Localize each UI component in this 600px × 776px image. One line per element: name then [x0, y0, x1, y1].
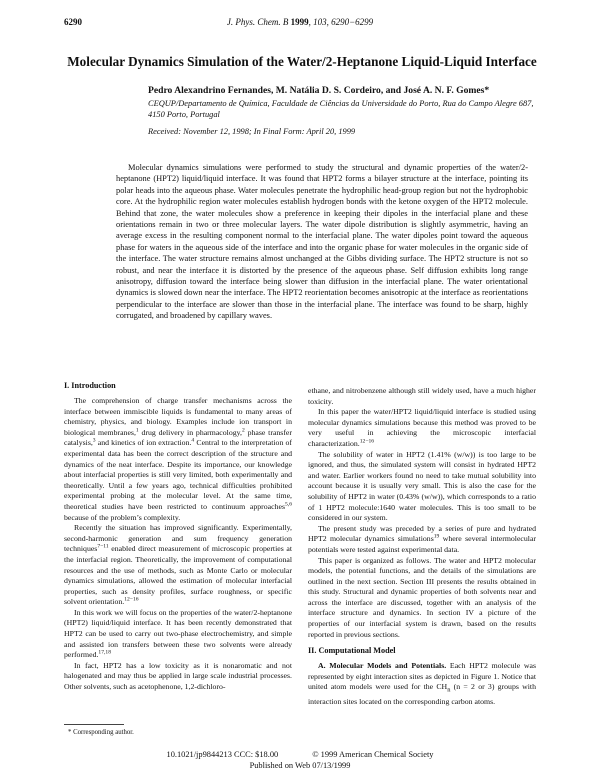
- citation: 3: [92, 437, 96, 444]
- publication-footer: [0, 749, 600, 771]
- article-title: Molecular Dynamics Simulation of the Water/2-Heptanone Liquid-Liquid Interface: [67, 54, 537, 69]
- citation: 7−11: [97, 543, 109, 550]
- journal-pages: 6290−6299: [331, 17, 374, 27]
- intro-paragraph-7: The present study was preceded by a series of pure and hydrated HPT2 molecular dynamics simulations$^{19}$ where several intermolecular potentials were tested against experimental data.: [308, 523, 537, 554]
- subscript: n: [447, 686, 451, 694]
- corresponding-author-footnote: * Corresponding author.: [68, 729, 134, 736]
- footnote-rule: [64, 724, 124, 725]
- journal-year: 1999: [290, 17, 309, 27]
- section-heading-computational-model: II. Computational Model: [308, 646, 396, 656]
- affiliation: CEQUP/Departamento de Química, Faculdade de Ciências da Universidade do Porto, Rua do Campo Alegre 687, 4150 Porto, Portugal: [148, 99, 534, 119]
- intro-paragraph-1: The comprehension of charge transfer mechanisms across the interface between immiscible liquids is fundamental to many areas of chemistry, physics, and biology. Examples include ion transport in biological membranes,$^1$ drug delivery in pharmacology,$^2$ phase transfer catalysis,$^3$ and kinetics of ion extraction.$^4$ Central to the interpretation of experimental data has been the correct description of the structure and dynamics of the neat interface. Despite its importance, our knowledge about interfacial properties is still very limited, both experimentally and theoretically. Until a few years ago, technical difficulties prohibited experimental probing at the molecular level. At the same time, theoretical studies have been restricted to continuum approaches$^{5,6}$ because of the problem’s complexity.: [64, 396, 292, 522]
- received-dates: Received: November 12, 1998; In Final Form: April 20, 1999: [148, 127, 356, 136]
- citation: 4: [191, 437, 195, 444]
- author-list: Pedro Alexandrino Fernandes, M. Natália D. S. Cordeiro, and José A. N. F. Gomes*: [148, 85, 490, 96]
- citation: 19: [433, 533, 440, 540]
- citation: 5,6: [285, 501, 292, 508]
- intro-paragraph-4: In fact, HPT2 has a low toxicity as it is nonaromatic and not halogenated and may thus be applied in large scale industrial processes. Other solvents, such as acetophenone, 1,2-dichloro-: [64, 660, 292, 692]
- journal-name: J. Phys. Chem. B: [226, 17, 289, 27]
- left-column: [64, 380, 292, 693]
- intro-paragraph-8: This paper is organized as follows. The water and HPT2 molecular models, the potential functions, and the details of the simulations are outlined in the next section. Section III presents the results obtained in this study. Structural and dynamic properties of both solvents near and across the interface are discussed, together with an analysis of the interface structure and dynamics. In section IV a picture of the properties of our interfacial system is drawn, based on the results reported in previous sections.: [308, 555, 536, 639]
- intro-paragraph-3: In this work we will focus on the properties of the water/2-heptanone (HPT2) liquid/liquid interface. It has been recently demonstrated that HPT2 can be used to carry out two-phase electrochemistry, and simple and assisted ion transfers between these two solvents were already performed.$^{17,18}$: [64, 607, 292, 660]
- page-number: 6290: [64, 17, 82, 27]
- journal-volume: 103: [313, 17, 327, 27]
- intro-paragraph-6: The solubility of water in HPT2 (1.41% (w/w)) is too large to be ignored, and thus, the simulated system will consist in hydrated HPT2 and water. Earlier workers found no need to take mutual solubility into account because it is usually very small. This is also the case for the solubility of HPT2 in water (0.43% (w/w)), which corresponds to a ratio of 1 HPT2 molecule:1640 water molecules. This is too small to be considered in our system.: [308, 449, 536, 523]
- copyright: © 1999 American Chemical Society: [312, 750, 434, 759]
- abstract: Molecular dynamics simulations were performed to study the structural and dynamic properties of the water/2-heptanone (HPT2) liquid/liquid interface. It was found that HPT2 forms a bilayer structure at the interface, pointing its polar heads into the aqueous phase. Water molecules penetrate the hydrophilic head-group region but not the hydrophobic core. At the hydrophilic region water molecules establish hydrogen bonds with the ketone oxygen of the HPT2 molecule. Behind that zone, the water molecules show a preference in keeping their dipoles in the interfacial plane and these orientations remain in two or three molecular layers. The water dipole distribution is slightly asymmetric, having an average excess in the resulting component normal to the interfacial plane. The water dipoles point toward the aqueous phase for waters in the aqueous side of the interface and into the organic phase for water molecules in the organic side of the interface. The water structure remains almost unchanged at the Gibbs dividing surface. The HPT2 structure is not so robust, and near the interface it is distorted by the presence of the aqueous phase. Self diffusion exhibits long range anisotropy, diffusion toward the interface being slower than diffusion in the interfacial plane. The water orientational dynamics is slowed down near the interface. The HPT2 reorientation becomes anisotropic at the interface as reorientations perpendicular to the interface are slower than those in the interfacial plane. The interface was found to be sharp, highly corrugated, and broadened by capillary waves.: [116, 163, 528, 321]
- running-header: [64, 15, 536, 29]
- citation: 2: [241, 427, 245, 434]
- published-date: Published on Web 07/13/1999: [249, 761, 351, 770]
- methods-paragraph-1: A. Molecular Models and Potentials. Each HPT2 molecule was represented by eight interaction sites as depicted in Figure 1. Notice that united atom models were used for the $CH_n$ (n = 2 or 3) groups with interaction sites located on the corresponding carbon atoms.: [308, 661, 536, 706]
- subsection-heading: A. Molecular Models and Potentials.: [318, 661, 447, 671]
- citation: 12−16: [124, 596, 139, 603]
- intro-paragraph-4-continued: ethane, and nitrobenzene although still widely used, have a much higher toxicity.: [308, 386, 536, 406]
- section-heading-introduction: I. Introduction: [64, 381, 116, 390]
- right-column: [308, 386, 536, 707]
- journal-reference: J. Phys. Chem. B 1999, 103, 6290−6299: [226, 17, 374, 27]
- citation: 17,18: [98, 649, 112, 656]
- citation: 1: [135, 427, 139, 434]
- intro-paragraph-2: Recently the situation has improved significantly. Experimentally, second-harmonic generation and sum frequency generation techniques$^{7-11}$ enabled direct measurement of microscopic properties at the interfacial region. Theoretically, the improvement of computational resources and the use of methods, such as Monte Carlo or molecular dynamics simulations, allowed the estimation of molecular interfacial properties, such as density profiles, surface roughness, or specific solvent orientation.$^{12-16}$: [64, 523, 292, 607]
- citation: 12−16: [359, 438, 375, 445]
- doi: 10.1021/jp9844213 CCC: $18.00: [166, 750, 279, 759]
- intro-paragraph-5: In this paper the water/HPT2 liquid/liquid interface is studied using molecular dynamics simulations because this method was proved to be very useful in achieving the microscopic interfacial characterization.$^{12-16}$: [308, 407, 536, 448]
